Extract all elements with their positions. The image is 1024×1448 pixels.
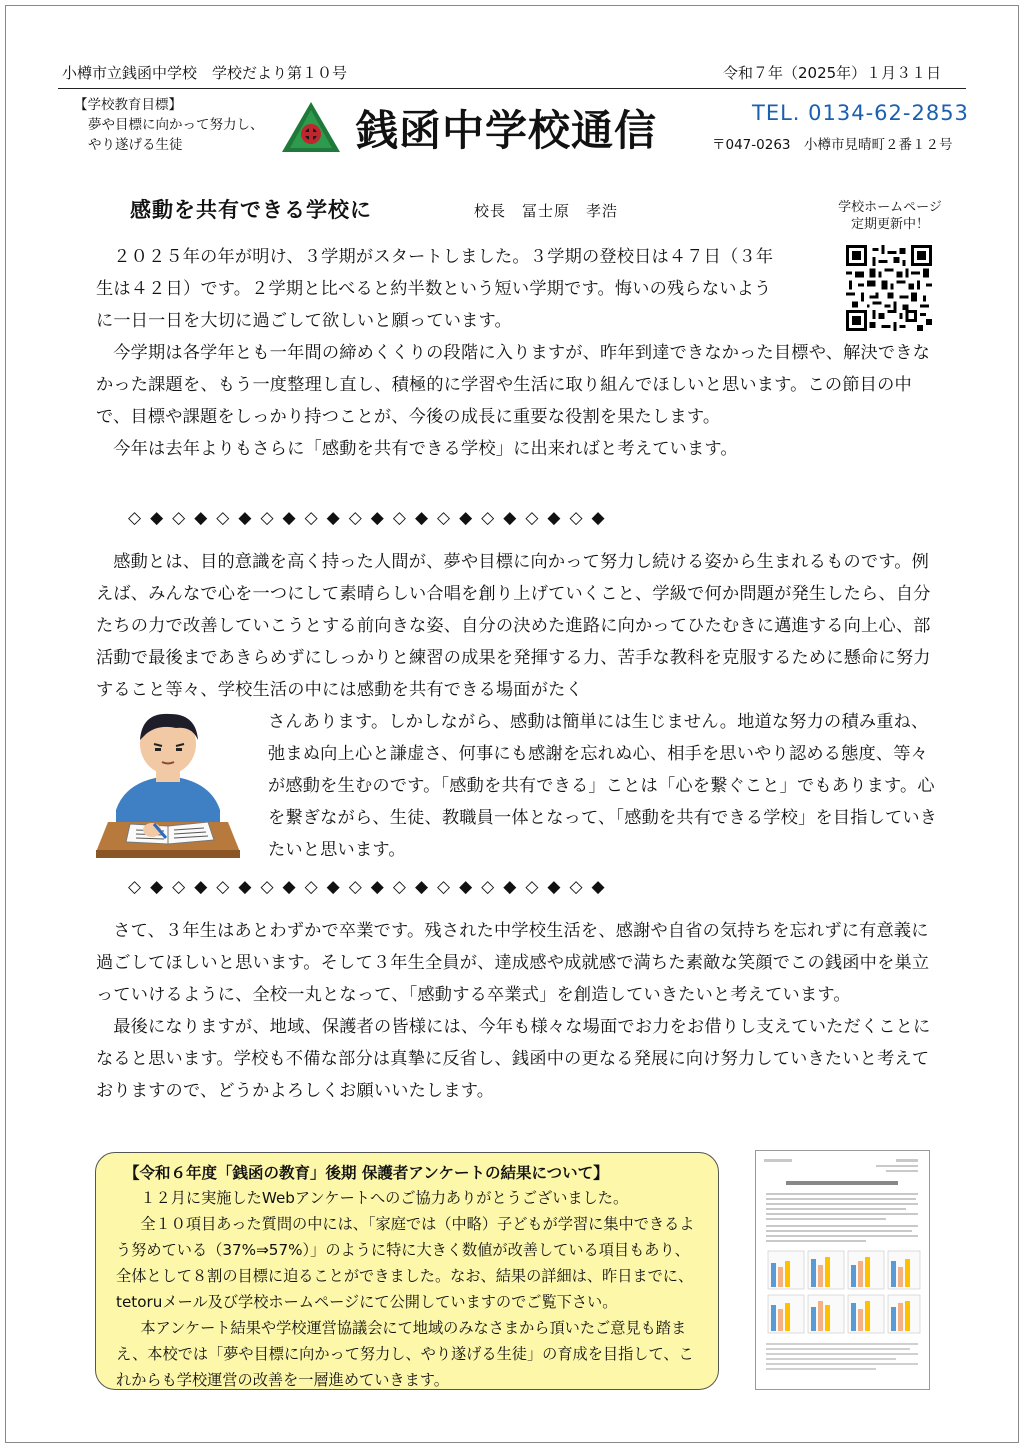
survey-paragraph-2: 全１０項目あった質問の中には、「家庭では（中略）子どもが学習に集中できるよう努めている（37%⇒57%）」のように特に大きく数値が改善している項目もあり、全体として８割の目標に迫ることができました。なお、結果の詳細は、昨日までに、tetoruメール及び学校ホームページにて公開していますのでご覧下さい。 (116, 1215, 695, 1311)
article-paragraph-group (96, 337, 940, 465)
newsletter-title: 銭函中学校通信 (356, 106, 658, 155)
survey-results-thumbnail[interactable] (755, 1150, 930, 1390)
goal-line-1: 夢や目標に向かって努力し、 (88, 117, 264, 133)
paragraph-4b-block (268, 706, 940, 866)
homepage-note-line1: 学校ホームページ (838, 200, 942, 215)
paragraph-6: 最後になりますが、地域、保護者の皆様には、今年も様々な場面でお力をお借りし支えていただくことになると思います。学校も不備な部分は真摯に反省し、銭函中の更なる発展に向け努力していきたいと考えておりますので、どうかよろしくお願いいたします。 (96, 1017, 931, 1101)
qr-code-icon[interactable] (846, 245, 932, 331)
paragraph-4a-block (96, 546, 940, 706)
homepage-note-line2: 定期更新中！ (850, 217, 929, 232)
paragraph-4a: 感動とは、目的意識を高く持った人間が、夢や目標に向かって努力し続ける姿から生まれるものです。例えば、みんなで心を一つにして素晴らしい合唱を創り上げていくこと、学級で何か問題が発生したら、自分たちの力で改善していこうとする前向きな姿、自分の決めた進路に向かってひたむきに邁進する向上心、部活動で最後まであきらめずにしっかりと練習の成果を発揮する力、苦手な教科を克服するために懸命に努力すること等々、学校生活の中には感動を共有できる場面がたく (96, 552, 931, 700)
paragraph-1: ２０２５年の年が明け、３学期がスタートしました。３学期の登校日は４７日（３年生は４２日）です。２学期と比べると約半数という短い学期です。悔いの残らないように一日一日を大切に過ごして欲しいと願っています。 (96, 247, 774, 331)
paragraph-5: さて、３年生はあとわずかで卒業です。残された中学校生活を、感謝や自省の気持ちを忘れずに有意義に過ごしてほしいと思います。そして３年生全員が、達成感や成就感で満ちた素敵な笑顔でこの銭函中を巣立っていけるように、全校一丸となって、「感動する卒業式」を創造していきたいと考えています。 (96, 921, 930, 1005)
education-goal (74, 95, 264, 155)
survey-title: 【令和６年度「銭函の教育」後期 保護者アンケートの結果について】 (124, 1164, 609, 1182)
article-title: 感動を共有できる学校に (130, 198, 372, 222)
header-rule (58, 88, 966, 89)
school-issue: 小樽市立銭函中学校 学校だより第１０号 (62, 64, 348, 82)
homepage-note (830, 199, 950, 233)
school-emblem-icon (280, 100, 342, 154)
paragraph-2-text: 今学期は各学年とも一年間の締めくくりの段階に入りますが、昨年到達できなかった目標や、解決できなかった課題を、もう一度整理し直し、積極的に学習や生活に取り組んでほしいと思います。この節目の中で、目標や課題をしっかり持つことが、今後の成長に重要な役割を果たします。 (96, 343, 931, 427)
divider-2: ◇◆◇◆◇◆◇◆◇◆◇◆◇◆◇◆◇◆◇◆◇◆ (128, 877, 614, 897)
article-author: 校長 冨士原 孝浩 (474, 202, 619, 220)
school-address: 〒047-0263 小樽市見晴町２番１２号 (712, 137, 953, 153)
article-paragraph-1 (96, 241, 784, 337)
issue-date: 令和７年（2025年）１月３１日 (723, 64, 942, 82)
student-studying-illustration (96, 710, 240, 860)
paragraph-3: 今年は去年よりもさらに「感動を共有できる学校」に出来ればと考えています。 (113, 439, 738, 459)
paragraph-2 (96, 337, 1024, 433)
divider-1: ◇◆◇◆◇◆◇◆◇◆◇◆◇◆◇◆◇◆◇◆◇◆ (128, 508, 614, 528)
closing-paragraphs (96, 915, 940, 1107)
paragraph-4b: さんあります。しかしながら、感動は簡単には生じません。地道な努力の積み重ね、弛まぬ向上心と謙虚さ、何事にも感謝を忘れぬ心、相手を思いやり認める態度、等々が感動を生むのです。「感動を共有できる」ことは「心を繋ぐこと」でもあります。心を繋ぎながら、生徒、教職員一体となって、「感動を共有できる学校」を目指していきたいと思います。 (268, 712, 938, 860)
survey-paragraph-1: １２月に実施したWebアンケートへのご協力ありがとうございました。 (140, 1189, 629, 1207)
survey-paragraph-3: 本アンケート結果や学校運営協議会にて地域のみなさまから頂いたご意見も踏まえ、本校では「夢や目標に向かって努力し、やり遂げる生徒」の育成を目指して、これからも学校運営の改善を一層進めていきます。 (116, 1319, 694, 1389)
goal-heading: 【学校教育目標】 (74, 97, 182, 113)
goal-line-2: やり遂げる生徒 (88, 137, 183, 153)
survey-notice-box (95, 1152, 719, 1390)
phone-number: TEL. 0134-62-2853 (752, 101, 969, 125)
